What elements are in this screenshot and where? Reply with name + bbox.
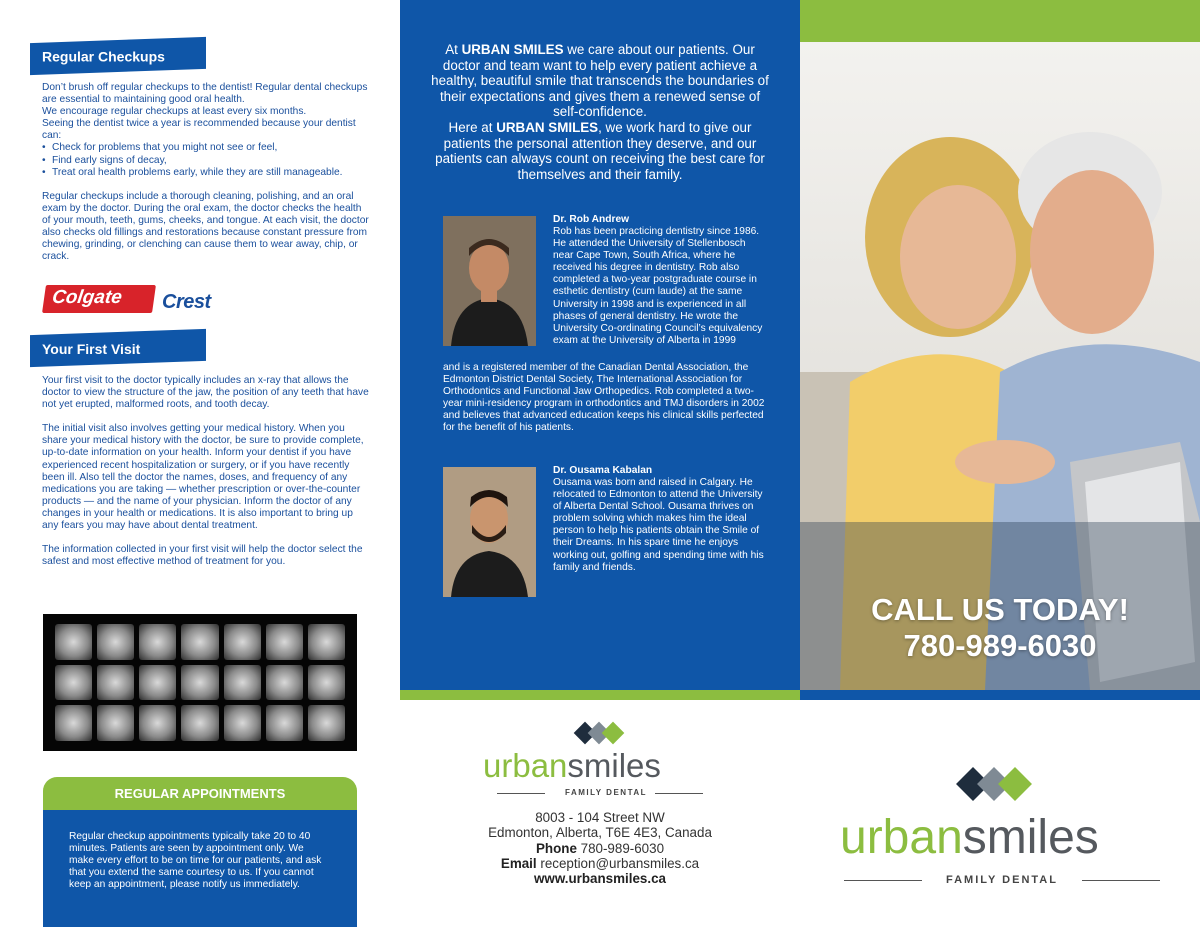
call-us-phone[interactable]: 780-989-6030 xyxy=(903,628,1097,663)
first-visit-heading: Your First Visit xyxy=(30,329,206,367)
call-us-heading: CALL US TODAY! xyxy=(871,592,1129,627)
list-item: • Treat oral health problems early, while they are still manageable. xyxy=(42,167,372,179)
logo-tagline: FAMILY DENTAL xyxy=(946,874,1058,886)
urban-smiles-logo xyxy=(483,715,718,805)
logo-diamonds-icon xyxy=(573,719,629,749)
dr-ousama-kabalan-bio: Ousama was born and raised in Calgary. He relocated to Edmonton to attend the University of Alberta Dental School. Ousama thrives on problem solving which makes him the ideal person to help his patients obtain the Smile of their Dreams. In his spare time he enjoys working out, golfing and spending time with his family and friends. xyxy=(553,477,764,573)
appointments-heading: REGULAR APPOINTMENTS xyxy=(43,777,357,810)
urban-smiles-logo-large xyxy=(820,760,1165,890)
dr-rob-andrew-bio: Rob has been practicing dentistry since 1986. He attended the University of Stellenbosch near Cape Town, South Africa, where he received his degree in dentistry. Rob also completed a two-year postgraduate course in esthetic dentistry (cum laude) at the same University in 1998 and is experienced in all phases of general dentistry. He wrote the University Co-ordinating Council’s equivalency exam at the University of Alberta in 1999 xyxy=(553,226,763,346)
logo-tagline: FAMILY DENTAL xyxy=(565,788,648,797)
middle-green-stripe xyxy=(400,690,800,700)
checkups-bullets xyxy=(42,142,372,178)
colgate-logo: Colgate xyxy=(42,285,156,313)
checkups-heading: Regular Checkups xyxy=(30,37,206,75)
logo-wordmark: urbansmiles xyxy=(483,747,661,784)
logo-wordmark: urbansmiles xyxy=(840,811,1099,864)
left-panel xyxy=(0,0,400,927)
first-visit-text: Your first visit to the doctor typically includes an x-ray that allows the doctor to view the structure of the jaw, the position of any teeth that have not yet erupted, malformed roots, and tooth decay. The initial visit also involves getting your medical history. When you share your medical history with the doctor, be sure to provide complete, up-to-date information on your health. Inform your dentist if you have experienced recent hospitalization or surgery, or if you have recently been ill. Also tell the doctor the names, doses, and frequency of any medications you are taking — whether prescription or over-the-counter products — and the name of your physician. Inform the doctor of any changes in your health or medications. It is also important to bring up any fears you may have about dental treatment. The information collected in your first visit will help the doctor select the safest and most effective method of treatment for you. xyxy=(42,375,369,568)
dr-rob-andrew-bio-continued: and is a registered member of the Canadian Dental Association, the Edmonton District Dental Society, The International Association for Orthodontics and Functional Jaw Orthopedics. Rob completed a two-year mini-residency program in orthodontics and TMJ disorders in 2002 and believes that advanced education keeps his clinical skills perfected for the benefit of his patients. xyxy=(443,362,765,434)
crest-logo: Crest xyxy=(162,291,211,313)
logo-diamonds-icon xyxy=(955,764,1039,810)
brand-logos xyxy=(44,285,254,315)
website-link[interactable]: www.urbansmiles.ca xyxy=(534,871,666,887)
address-line-1: 8003 - 104 Street NW xyxy=(535,810,665,825)
email-line: Email reception@urbansmiles.ca xyxy=(500,855,700,871)
contact-info xyxy=(460,810,740,886)
middle-panel xyxy=(400,0,800,927)
right-green-bar xyxy=(800,0,1200,42)
dr-ousama-kabalan-photo xyxy=(443,467,536,597)
dr-rob-andrew-photo xyxy=(443,216,536,346)
address-line-2: Edmonton, Alberta, T6E 4E3, Canada xyxy=(488,825,712,841)
phone-line: Phone 780-989-6030 xyxy=(535,840,665,856)
right-panel xyxy=(800,0,1200,927)
right-blue-stripe xyxy=(800,690,1200,700)
dental-xray-image xyxy=(43,614,357,751)
dr-rob-andrew-name: Dr. Rob Andrew xyxy=(553,214,630,225)
list-item: • Check for problems that you might not see or feel, xyxy=(42,142,372,154)
appointments-text: Regular checkup appointments typically take 20 to 40 minutes. Patients are seen by appointment only. We make every effort to be on time for our patients, and ask that you extend the same courtesy to us. If you cannot keep an appointment, please notify us immediately. xyxy=(43,810,357,927)
list-item: • Find early signs of decay, xyxy=(42,155,372,167)
intro-text: At URBAN SMILES we care about our patients. Our doctor and team want to help every patient achieve a healthy, beautiful smile that transcends the boundaries of their expectations and gives them a renewed sense of self-confidence. Here at URBAN SMILES, we work hard to give our patients the personal attention they deserve, and our patients can always count on receiving the best care for themselves and their family. xyxy=(431,42,769,182)
appointments-box xyxy=(43,777,357,927)
dr-ousama-kabalan-name: Dr. Ousama Kabalan xyxy=(553,465,653,476)
checkups-text: Don’t brush off regular checkups to the dentist! Regular dental checkups are essential to maintaining good oral health. We encourage regular checkups at least every six months. Seeing the dentist twice a year is recommended because your dentist can: • Check for problems that you might not see or feel, • Find early signs of decay, • Treat oral health problems early, while they are still manageable. Regular checkups include a thorough cleaning, polishing, and an oral exam by the doctor. During the oral exam, the doctor checks the health of your mouth, teeth, gums, cheeks, and tongue. At each visit, the doctor also checks old fillings and restorations because constant pressure from chewing, grinding, or clenching can cause them to wear away, chip, or crack. xyxy=(42,82,372,263)
